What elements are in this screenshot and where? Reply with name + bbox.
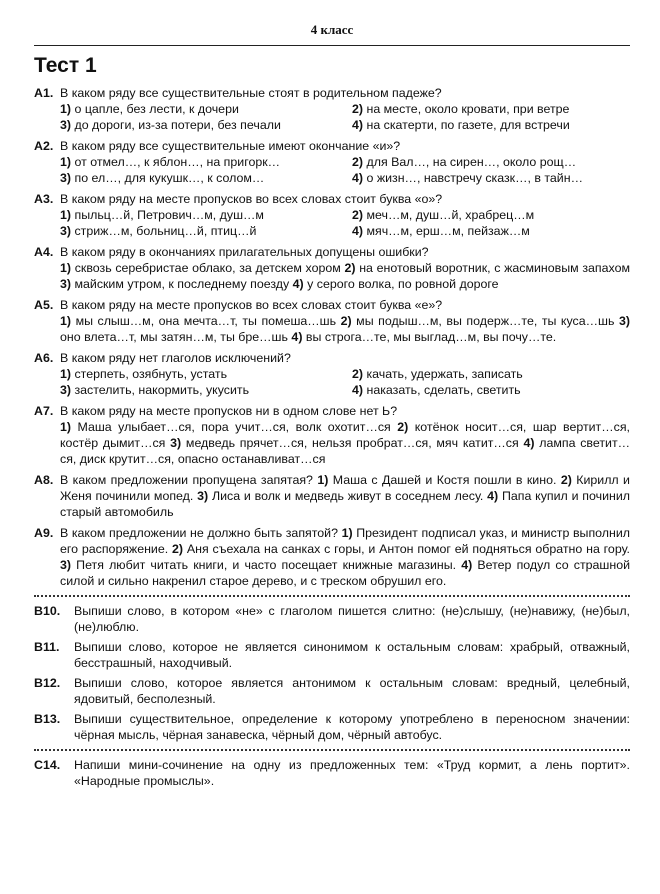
answer-option: 3) стриж…м, больниц…й, птиц…й	[60, 224, 257, 238]
question-b11	[34, 639, 630, 671]
question-text: В каком ряду на месте пропусков во всех словах стоит буква «е»?	[60, 298, 443, 312]
question-text: Напиши мини-сочинение на одну из предложенных тем: «Труд кормит, а лень портит». «Народные промыслы».	[74, 758, 630, 788]
question-text: В каком ряду нет глаголов исключений?	[60, 351, 291, 365]
question-number: А1.	[34, 86, 54, 100]
question-b12	[34, 675, 630, 707]
answer-option: 4) о жизн…, навстречу сказк…, в тайн…	[352, 171, 583, 185]
answer-option: 2) качать, удержать, записать	[352, 367, 523, 381]
answer-options	[60, 207, 630, 239]
question-c14	[34, 757, 630, 789]
section-divider	[34, 595, 630, 597]
question-text: Выпиши существительное, определение к которому употреблено в переносном значении: чёрная мысль, чёрная занавеска, чёрный дом, чёрный автобус.	[74, 712, 630, 742]
question-a7	[34, 403, 630, 467]
answer-option: 2) на месте, около кровати, при ветре	[352, 102, 570, 116]
question-number: В12.	[34, 676, 61, 690]
question-text: В каком ряду на месте пропусков ни в одном слове нет Ь?	[60, 404, 398, 418]
question-text: В каком ряду все существительные имеют окончание «и»?	[60, 139, 401, 153]
question-number: А5.	[34, 298, 54, 312]
section-divider	[34, 749, 630, 751]
page-header: 4 класс	[34, 22, 630, 46]
answer-option: 3) по ел…, для кукушк…, к солом…	[60, 171, 265, 185]
answer-options	[60, 366, 630, 398]
question-text: В каком предложении пропущена запятая?	[60, 473, 313, 487]
answer-option: 4) наказать, сделать, светить	[352, 383, 521, 397]
answer-option: 4) на скатерти, по газете, для встречи	[352, 118, 570, 132]
question-number: А2.	[34, 139, 54, 153]
question-body: В каком предложении не должно быть запятой? 1) Президент подписал указ, и министр выполнил его распоряжение. 2) Аня съехала на санках с горы, и Антон помог ей подняться обратно на гору. 3) Петя любит читать книги, и часто посещает книжные магазины. 4) Ветер подул со страшной силой и сильно накренил старое дерево, и с треском обрушил его.	[60, 526, 631, 588]
question-number: А6.	[34, 351, 54, 365]
question-a8	[34, 472, 630, 520]
question-number: А8.	[34, 473, 54, 487]
question-a1	[34, 85, 630, 133]
answer-option: 1) от отмел…, к яблон…, на пригорк…	[60, 155, 281, 169]
question-number: В13.	[34, 712, 61, 726]
question-a2	[34, 138, 630, 186]
question-text: В каком ряду на месте пропусков во всех словах стоит буква «о»?	[60, 192, 443, 206]
answer-option: 1) пыльц…й, Петрович…м, душ…м	[60, 208, 264, 222]
question-number: А9.	[34, 526, 54, 540]
question-text: В каком ряду все существительные стоят в родительном падеже?	[60, 86, 442, 100]
question-a6	[34, 350, 630, 398]
question-body: В каком предложении пропущена запятая? 1) Маша с Дашей и Костя пошли в кино. 2) Кирилл и Женя починили мопед. 3) Лиса и волк и медведь живут в соседнем лесу. 4) Папа купил и починил старый автомобиль	[60, 473, 630, 519]
answer-options-inline: 1) мы слыш…м, она мечта…т, ты помеша…шь 2) мы подыш…м, вы подерж…те, ты куса…шь 3) оно влета…т, мы затян…м, ты бре…шь 4) вы строга…те, мы выглад…м, вы почу…те.	[60, 314, 630, 344]
question-b13	[34, 711, 630, 743]
answer-option: 3) застелить, накормить, укусить	[60, 383, 250, 397]
question-b10	[34, 603, 630, 635]
question-text: В каком предложении не должно быть запятой?	[60, 526, 338, 540]
question-text: Выпиши слово, которое является антонимом к остальным словам: вредный, целебный, ядовитый, бесполезный.	[74, 676, 630, 706]
answer-options	[60, 154, 630, 186]
question-text: Выпиши слово, которое не является синонимом к остальным словам: храбрый, отважный, бесстрашный, находчивый.	[74, 640, 630, 670]
answer-options-inline: 1) Маша улыбает…ся, пора учит…ся, волк охотит…ся 2) котёнок носит…ся, шар вертит…ся, костёр дымит…ся 3) медведь прячет…ся, нельзя пробрат…ся, мяч катит…ся 4) лампа светит…ся, диск крутит…ся, опасно останавливат…ся	[60, 420, 631, 466]
question-text: В каком ряду в окончаниях прилагательных допущены ошибки?	[60, 245, 429, 259]
question-number: А7.	[34, 404, 54, 418]
answer-option: 4) мяч…м, ерш…м, пейзаж…м	[352, 224, 530, 238]
answer-option: 1) стерпеть, озябнуть, устать	[60, 367, 228, 381]
question-a4	[34, 244, 630, 292]
answer-options-inline: 1) сквозь серебристае облако, за детскем хором 2) на енотовый воротник, с жасминовым запахом 3) майским утром, к последнему поезду 4) у серого волка, по ровной дороге	[60, 261, 630, 291]
question-a5	[34, 297, 630, 345]
answer-option: 2) для Вал…, на сирен…, около рощ…	[352, 155, 577, 169]
answer-option: 2) меч…м, душ…й, храбрец…м	[352, 208, 535, 222]
question-number: С14.	[34, 758, 61, 772]
question-a3	[34, 191, 630, 239]
answer-option: 1) о цапле, без лести, к дочери	[60, 102, 239, 116]
question-text: Выпиши слово, в котором «не» с глаголом пишется слитно: (не)слышу, (не)навижу, (не)был, (не)люблю.	[74, 604, 630, 634]
question-a9	[34, 525, 630, 589]
answer-option: 3) до дороги, из-за потери, без печали	[60, 118, 281, 132]
question-number: А4.	[34, 245, 54, 259]
question-number: А3.	[34, 192, 54, 206]
question-number: В11.	[34, 640, 60, 654]
answer-options	[60, 101, 630, 133]
test-title: Тест 1	[34, 54, 97, 77]
question-number: В10.	[34, 604, 61, 618]
